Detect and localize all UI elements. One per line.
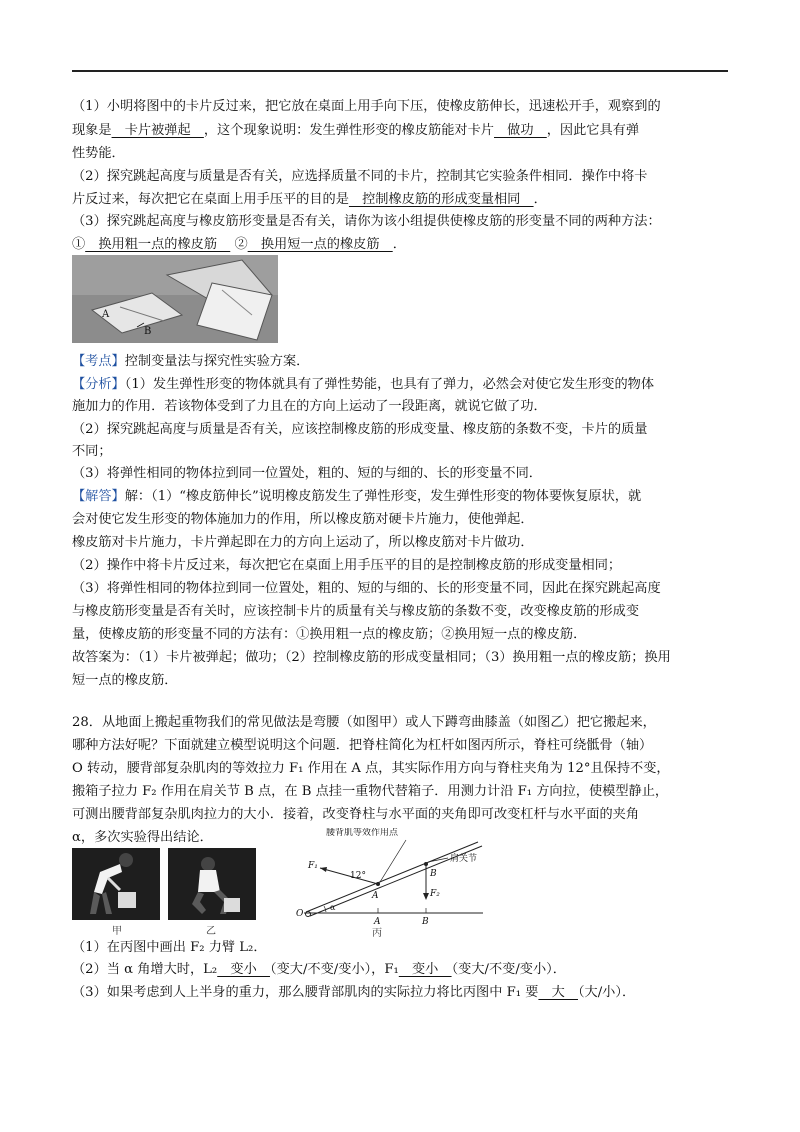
caption-jia: 甲 bbox=[112, 926, 122, 937]
label-a-base: A bbox=[374, 917, 381, 927]
fenxi-line-5: （3）将弹性相同的物体拉到同一位置处，粗的、短的与细的、长的形变量不同． bbox=[72, 466, 542, 481]
q28-sub2-text-a: （2）当 α 角增大时，L₂ bbox=[72, 962, 218, 977]
q1-line-2 bbox=[72, 123, 639, 139]
jieda-line-5: （3）将弹性相同的物体拉到同一位置处，粗的、短的与细的、长的形变量不同，因此在探究跳起高度 bbox=[72, 581, 661, 596]
q28-sub3-text-b: （大/小）． bbox=[577, 985, 636, 1000]
q28-line-1: 28．从地面上搬起重物我们的常见做法是弯腰（如图甲）或人下蹲弯曲膝盖（如图乙）把它搬起来， bbox=[72, 715, 656, 730]
q3-marker-1: ① bbox=[72, 237, 86, 252]
q1-answer-2: 做功 bbox=[494, 123, 547, 138]
jieda-line-3: 橡皮筋对卡片施力，卡片弹起即在力的方向上运动了，所以橡皮筋对卡片做功． bbox=[72, 535, 534, 550]
q2-line-1: （2）探究跳起高度与质量是否有关，应选择质量不同的卡片，控制其它实验条件相同．操作中将卡 bbox=[72, 169, 648, 184]
q28-sub2-text-c: （变大/不变/变小）． bbox=[451, 962, 566, 977]
kaodian-line bbox=[72, 354, 309, 370]
q1-text-a: 现象是 bbox=[72, 123, 112, 138]
label-a-point: A bbox=[372, 891, 379, 901]
q1-line-3: 性势能． bbox=[72, 146, 125, 161]
label-muscle-point: 腰背肌等效作用点 bbox=[326, 828, 399, 838]
header-rule bbox=[72, 70, 728, 72]
q3-end: ． bbox=[392, 237, 406, 252]
caption-yi: 乙 bbox=[206, 926, 216, 937]
fenxi-tag: 【分析】 bbox=[72, 377, 125, 392]
q1-text-b: ，这个现象说明：发生弹性形变的橡皮筋能对卡片 bbox=[203, 123, 494, 138]
q3-line-2 bbox=[72, 237, 406, 253]
label-angle: 12° bbox=[350, 871, 366, 881]
label-f2: F₂ bbox=[430, 889, 440, 899]
q28-sub2-text-b: （变大/不变/变小），F₁ bbox=[269, 962, 399, 977]
q28-line-6: α，多次实验得出结论． bbox=[72, 830, 213, 845]
q28-sub2-answer-1: 变小 bbox=[217, 962, 270, 977]
q3-line-1: （3）探究跳起高度与橡皮筋形变量是否有关，请你为该小组提供使橡皮筋的形变量不同的两种方法： bbox=[72, 214, 661, 229]
label-o-pivot: O bbox=[296, 909, 304, 919]
label-b-base: B bbox=[422, 917, 429, 927]
card-photo bbox=[72, 255, 278, 343]
jieda-line-9: 短一点的橡皮筋． bbox=[72, 673, 178, 688]
figure-bing bbox=[268, 828, 488, 928]
q3-marker-2: ② bbox=[234, 237, 248, 252]
figure-yi bbox=[168, 848, 256, 920]
fenxi-line-1 bbox=[72, 377, 654, 393]
q2-line-2 bbox=[72, 192, 547, 208]
caption-bing: 丙 bbox=[372, 928, 382, 939]
fenxi-line-2: 施加力的作用．若该物体受到了力且在的方向上运动了一段距离，就说它做了功． bbox=[72, 399, 547, 414]
q28-line-2: 哪种方法好呢？下面就建立模型说明这个问题．把脊柱简化为杠杆如图丙所示，脊柱可绕骶骨（轴） bbox=[72, 738, 653, 753]
q28-sub3-text-a: （3）如果考虑到人上半身的重力，那么腰背部肌肉的实际拉力将比丙图中 F₁ 要 bbox=[72, 985, 539, 1000]
q3-answer-1: 换用粗一点的橡皮筋 bbox=[85, 237, 231, 252]
figure-jia bbox=[72, 848, 160, 920]
kaodian-tag: 【考点】 bbox=[72, 354, 125, 369]
fenxi-line-4: 不同； bbox=[72, 444, 112, 459]
label-b-point: B bbox=[430, 869, 437, 879]
jieda-tag: 【解答】 bbox=[72, 489, 125, 504]
card-photo-figure bbox=[72, 255, 278, 343]
q2-text-a: 片反过来，每次把它在桌面上用手压平的目的是 bbox=[72, 192, 349, 207]
fenxi-line-3: （2）探究跳起高度与质量是否有关，应该控制橡皮筋的形成变量、橡皮筋的条数不变，卡片的质量 bbox=[72, 422, 648, 437]
jieda-text-1: 解：（1）“橡皮筋伸长”说明橡皮筋发生了弹性形变，发生弹性形变的物体要恢复原状，就 bbox=[124, 489, 642, 504]
q28-line-3: O 转动，腰背部复杂肌肉的等效拉力 F₁ 作用在 A 点，其实际作用方向与脊柱夹角为 12°且保持不变， bbox=[72, 761, 670, 776]
q28-sub-1: （1）在丙图中画出 F₂ 力臂 L₂． bbox=[72, 940, 267, 955]
q28-sub2-answer-2: 变小 bbox=[398, 962, 452, 977]
q2-text-b: ． bbox=[533, 192, 547, 207]
q2-answer: 控制橡皮筋的形成变量相同 bbox=[348, 192, 534, 207]
q28-sub-2 bbox=[72, 962, 566, 978]
jieda-line-4: （2）操作中将卡片反过来，每次把它在桌面上用手压平的目的是控制橡皮筋的形成变量相同； bbox=[72, 558, 622, 573]
jieda-line-2: 会对使它发生形变的物体施加力的作用，所以橡皮筋对硬卡片施力，使他弹起． bbox=[72, 512, 534, 527]
q28-line-5: 可测出腰背部复杂肌肉拉力的大小．接着，改变脊柱与水平面的夹角即可改变杠杆与水平面的夹角 bbox=[72, 807, 640, 822]
jieda-line-6: 与橡皮筋形变量是否有关时，应该控制卡片的质量有关与橡皮筋的条数不变，改变橡皮筋的形成变 bbox=[72, 604, 640, 619]
card-label-a: A bbox=[102, 309, 110, 320]
q1-text-c: ，因此它具有弹 bbox=[546, 123, 640, 138]
photo-squatting bbox=[168, 848, 256, 920]
card-label-b: B bbox=[144, 326, 152, 337]
label-alpha: α bbox=[330, 903, 336, 912]
label-f1: F₁ bbox=[308, 861, 318, 871]
q28-sub3-answer: 大 bbox=[538, 985, 578, 1000]
label-shoulder-joint: 肩关节 bbox=[450, 854, 478, 864]
jieda-line-8: 故答案为：（1）卡片被弹起；做功；（2）控制橡皮筋的形成变量相同；（3）换用粗一点的橡皮筋；换用 bbox=[72, 650, 671, 665]
jieda-line-7: 量，使橡皮筋的形变量不同的方法有：①换用粗一点的橡皮筋；②换用短一点的橡皮筋． bbox=[72, 627, 587, 642]
q3-answer-2: 换用短一点的橡皮筋 bbox=[247, 237, 393, 252]
jieda-line-1 bbox=[72, 489, 641, 505]
q28-line-4: 搬箱子拉力 F₂ 作用在肩关节 B 点，在 B 点挂一重物代替箱子．用测力计沿 F₁ 方向拉，使模型静止， bbox=[72, 784, 669, 799]
fenxi-text-1: （1）发生弹性形变的物体就具有了弹性势能，也具有了弹力，必然会对使它发生形变的物体 bbox=[124, 377, 655, 392]
q1-line-1: （1）小明将图中的卡片反过来，把它放在桌面上用手向下压，使橡皮筋伸长，迅速松开手，观察到的 bbox=[72, 99, 661, 114]
q1-answer-1: 卡片被弹起 bbox=[111, 123, 204, 138]
photo-bending bbox=[72, 848, 160, 920]
kaodian-text: 控制变量法与探究性实验方案． bbox=[124, 354, 310, 369]
q28-sub-3 bbox=[72, 985, 635, 1001]
lever-diagram bbox=[268, 828, 488, 928]
